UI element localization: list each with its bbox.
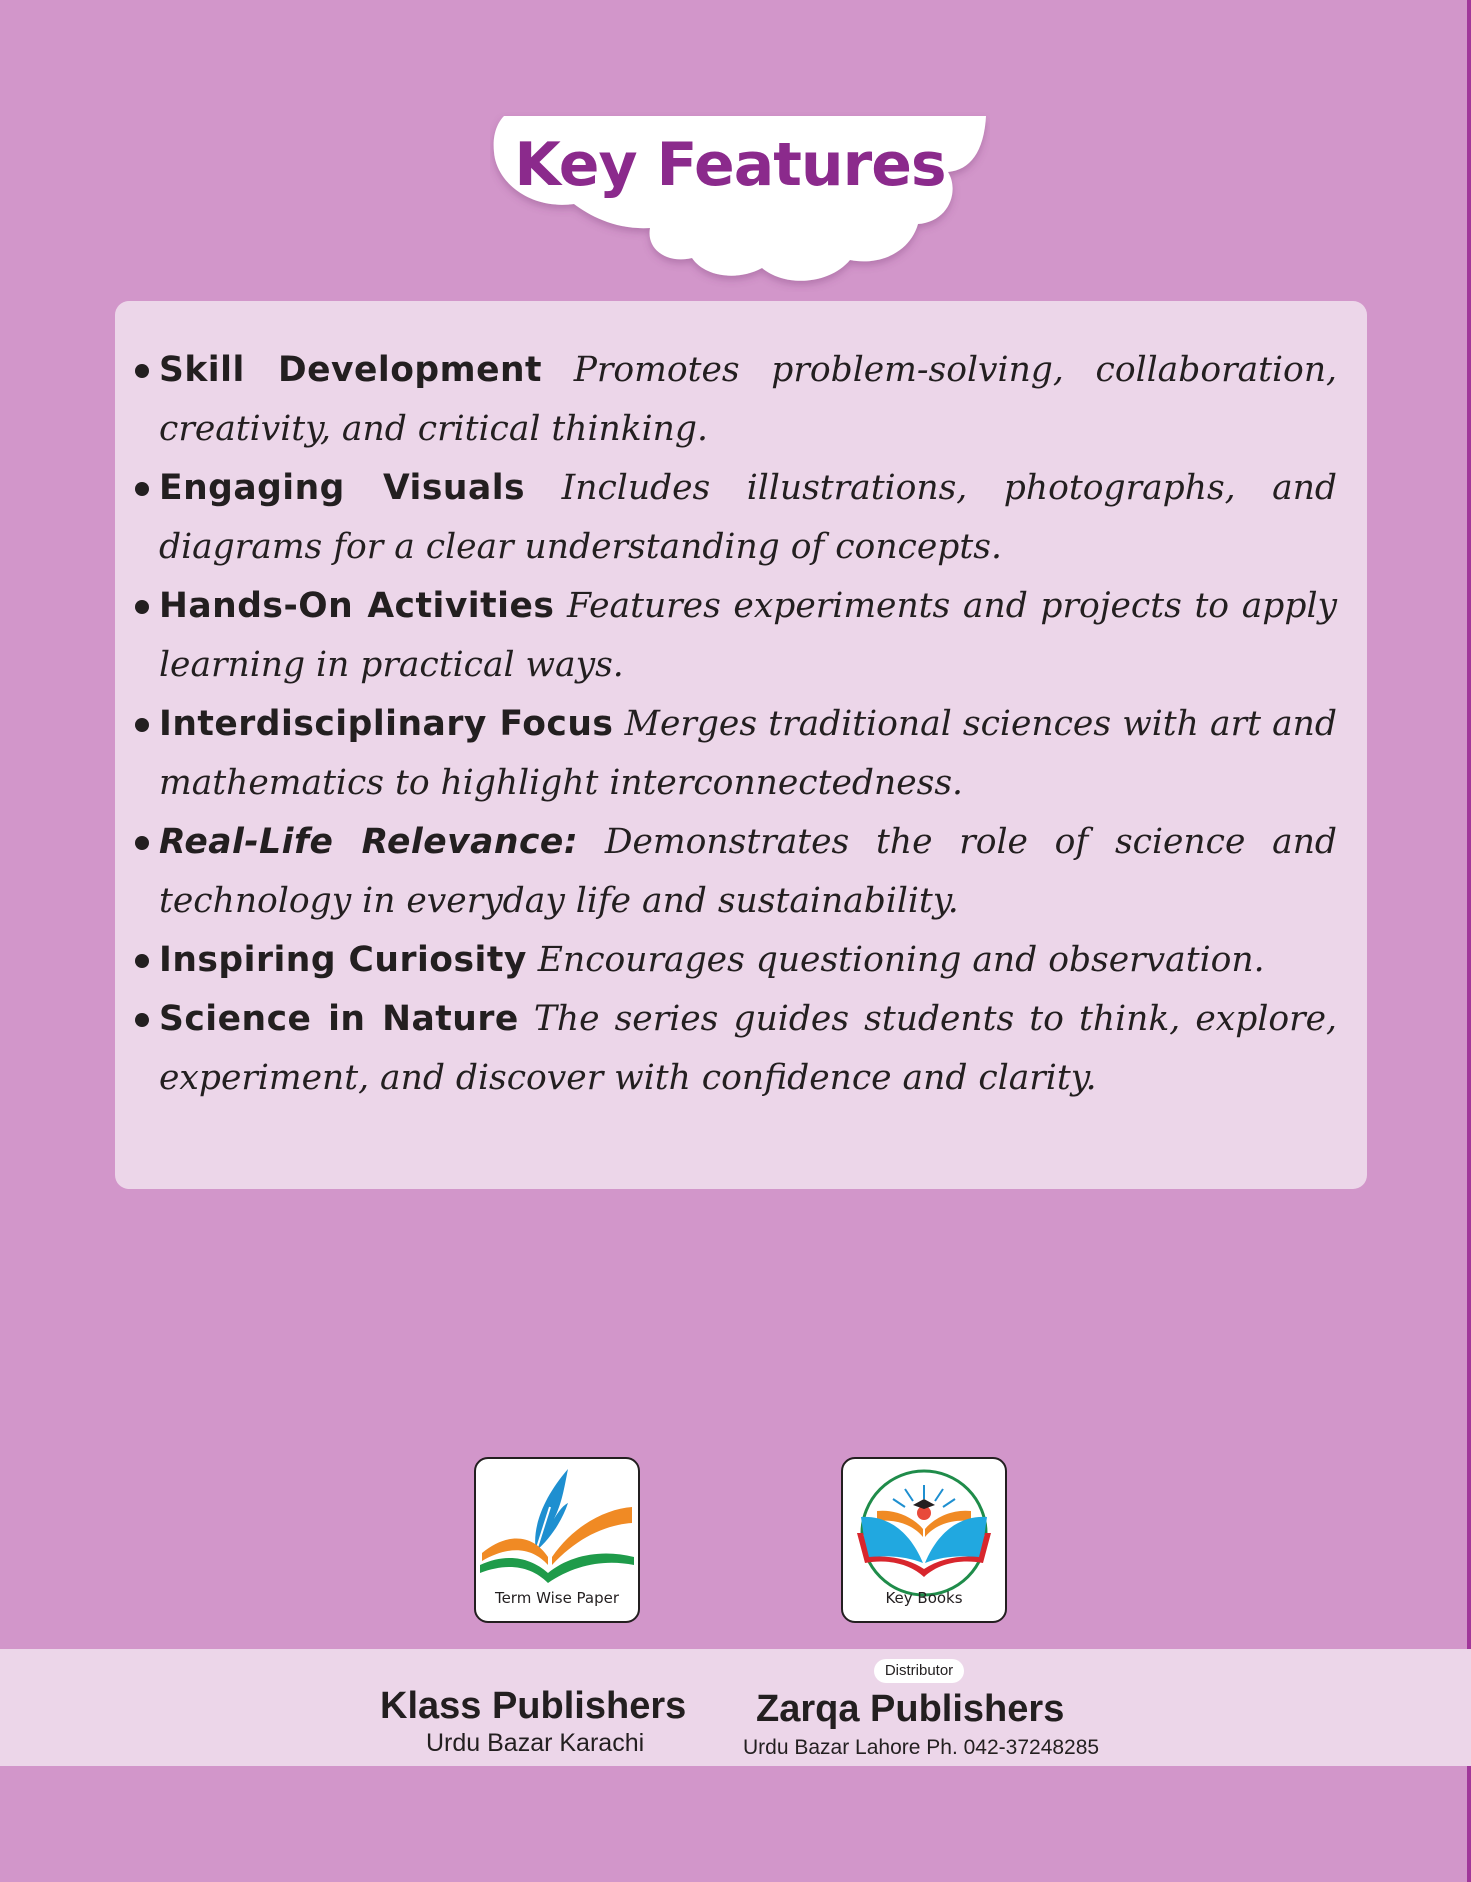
feature-term: Interdisciplinary Focus xyxy=(159,704,614,744)
page-title: Key Features xyxy=(514,130,946,200)
feature-term: Engaging Visuals xyxy=(159,468,526,508)
feature-item-hands-on-activities xyxy=(127,577,1337,695)
feature-desc: The series guides students to think, explore, experiment, and discover with confidence and clarity. xyxy=(159,999,1337,1098)
logo-label-key-books: Key Books xyxy=(885,1589,963,1607)
feature-desc: Demonstrates the role of science and technology in everyday life and sustainability. xyxy=(159,822,1337,921)
feature-term: Hands-On Activities xyxy=(159,586,555,626)
distributor-badge: Distributor xyxy=(874,1659,964,1683)
bullet-icon xyxy=(135,1013,149,1027)
feature-desc: Includes illustrations, photographs, and diagrams for a clear understanding of concepts. xyxy=(159,468,1337,567)
bullet-icon xyxy=(135,600,149,614)
feature-item-science-in-nature xyxy=(127,990,1337,1108)
feature-item-engaging-visuals xyxy=(127,459,1337,577)
bullet-icon xyxy=(135,482,149,496)
feature-term: Science in Nature xyxy=(159,999,519,1039)
features-list xyxy=(127,341,1337,1108)
bullet-icon xyxy=(135,364,149,378)
logo-key-books xyxy=(841,1457,1007,1623)
feature-term: Real-Life Relevance: xyxy=(159,822,579,862)
title-cloud xyxy=(490,112,990,292)
distributor-name: Zarqa Publishers xyxy=(756,1688,1065,1730)
bullet-icon xyxy=(135,954,149,968)
distributor-address: Urdu Bazar Lahore Ph. 042-37248285 xyxy=(743,1736,1100,1759)
feature-term: Inspiring Curiosity xyxy=(159,940,527,980)
feature-term: Skill Development xyxy=(159,350,543,390)
footer-strip xyxy=(0,1649,1471,1766)
feature-desc: Promotes problem-solving, collaboration, creativity, and critical thinking. xyxy=(159,350,1338,449)
feature-desc: Encourages questioning and observation. xyxy=(526,940,1265,980)
page-edge-stripe xyxy=(1467,0,1471,1882)
feature-item-inspiring-curiosity xyxy=(127,931,1337,990)
feature-desc: Merges traditional sciences with art and mathematics to highlight interconnectedness. xyxy=(159,704,1337,803)
logo-term-wise-paper xyxy=(474,1457,640,1623)
bullet-icon xyxy=(135,718,149,732)
publisher-name: Klass Publishers xyxy=(380,1685,687,1727)
logo-label-term-wise: Term Wise Paper xyxy=(494,1589,620,1607)
feature-item-real-life-relevance xyxy=(127,813,1337,931)
features-panel xyxy=(115,301,1367,1189)
bullet-icon xyxy=(135,836,149,850)
feature-desc: Features experiments and projects to apply learning in practical ways. xyxy=(159,586,1337,685)
feature-item-skill-development xyxy=(127,341,1337,459)
publisher-address: Urdu Bazar Karachi xyxy=(426,1729,645,1757)
feature-item-interdisciplinary-focus xyxy=(127,695,1337,813)
